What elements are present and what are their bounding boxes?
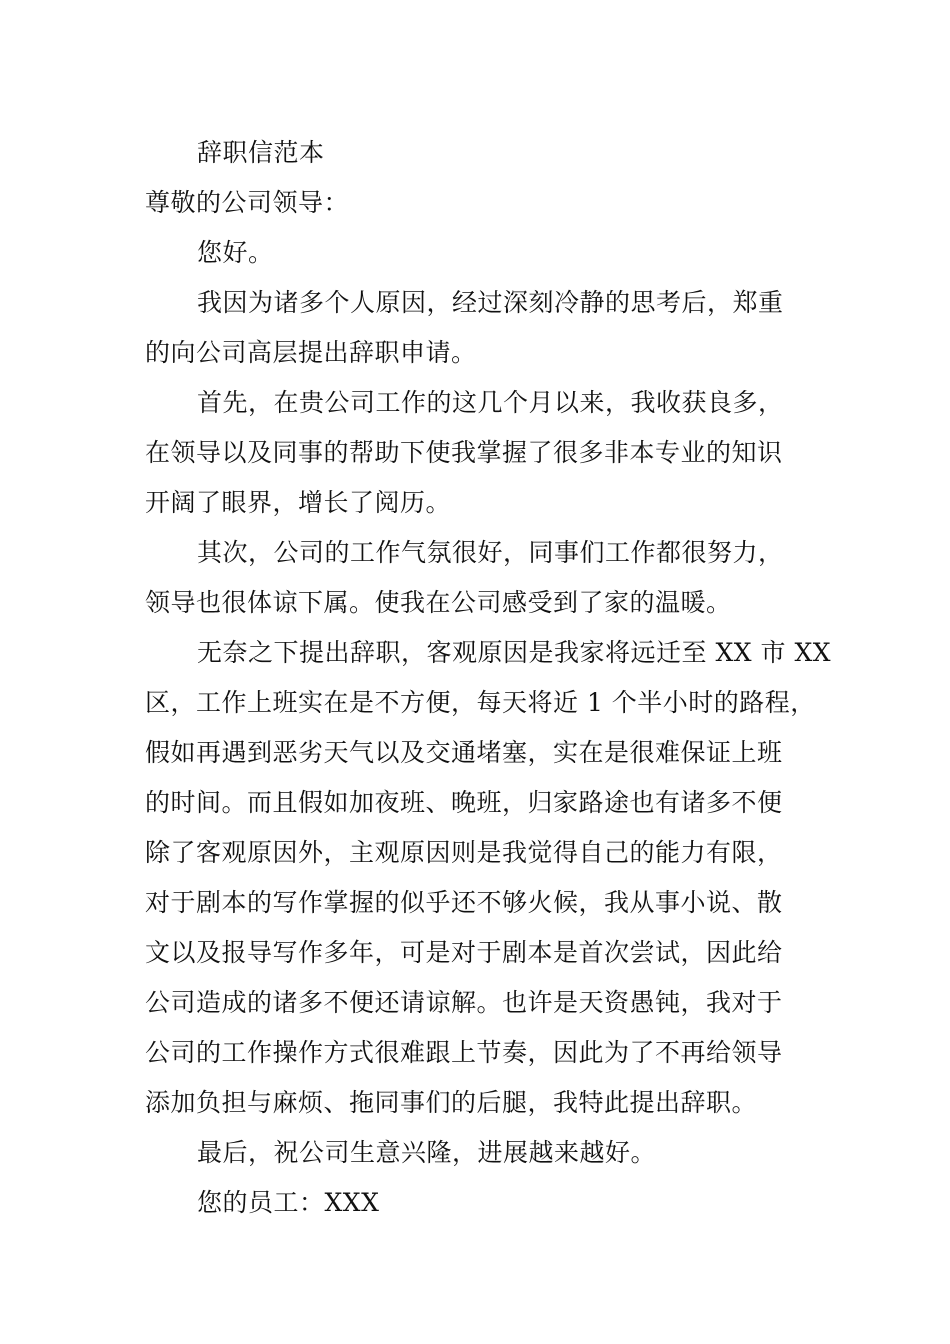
letter-salutation: 尊敬的公司领导： (145, 188, 350, 217)
paragraph-line: 其次，公司的工作气氛很好，同事们工作都很努力， (197, 538, 784, 567)
letter-signature: 您的员工：XXX (197, 1188, 380, 1217)
letter-greeting: 您好。 (197, 238, 274, 267)
paragraph-1 (145, 278, 810, 378)
paragraph-line: 在领导以及同事的帮助下使我掌握了很多非本专业的知识 (145, 438, 783, 467)
paragraph-line: 除了客观原因外，主观原因则是我觉得自己的能力有限， (145, 838, 783, 867)
paragraph-line: 文以及报导写作多年，可是对于剧本是首次尝试，因此给 (145, 938, 783, 967)
paragraph-3 (145, 528, 810, 628)
paragraph-line: 的向公司高层提出辞职申请。 (145, 338, 477, 367)
resignation-letter (145, 128, 832, 1228)
paragraph-line: 公司造成的诸多不便还请谅解。也许是天资愚钝，我对于 (145, 988, 783, 1017)
paragraph-line: 区，工作上班实在是不方便，每天将近 1 个半小时的路程， (145, 688, 816, 717)
paragraph-line: 添加负担与麻烦、拖同事们的后腿，我特此提出辞职。 (145, 1088, 758, 1117)
paragraph-line: 开阔了眼界，增长了阅历。 (145, 488, 452, 517)
paragraph-line: 的时间。而且假如加夜班、晚班，归家路途也有诸多不便 (145, 788, 783, 817)
paragraph-line: 领导也很体谅下属。使我在公司感受到了家的温暖。 (145, 588, 732, 617)
paragraph-line: 首先，在贵公司工作的这几个月以来，我收获良多， (197, 388, 784, 417)
paragraph-4 (145, 628, 832, 1128)
paragraph-line: 假如再遇到恶劣天气以及交通堵塞，实在是很难保证上班 (145, 738, 783, 767)
letter-closing: 最后，祝公司生意兴隆，进展越来越好。 (197, 1138, 657, 1167)
paragraph-line: 无奈之下提出辞职，客观原因是我家将远迁至 XX 市 XX (197, 638, 832, 667)
paragraph-line: 对于剧本的写作掌握的似乎还不够火候，我从事小说、散 (145, 888, 783, 917)
letter-title: 辞职信范本 (197, 138, 325, 167)
paragraph-2 (145, 378, 810, 528)
paragraph-line: 公司的工作操作方式很难跟上节奏，因此为了不再给领导 (145, 1038, 783, 1067)
paragraph-line: 我因为诸多个人原因，经过深刻冷静的思考后，郑重 (197, 288, 784, 317)
